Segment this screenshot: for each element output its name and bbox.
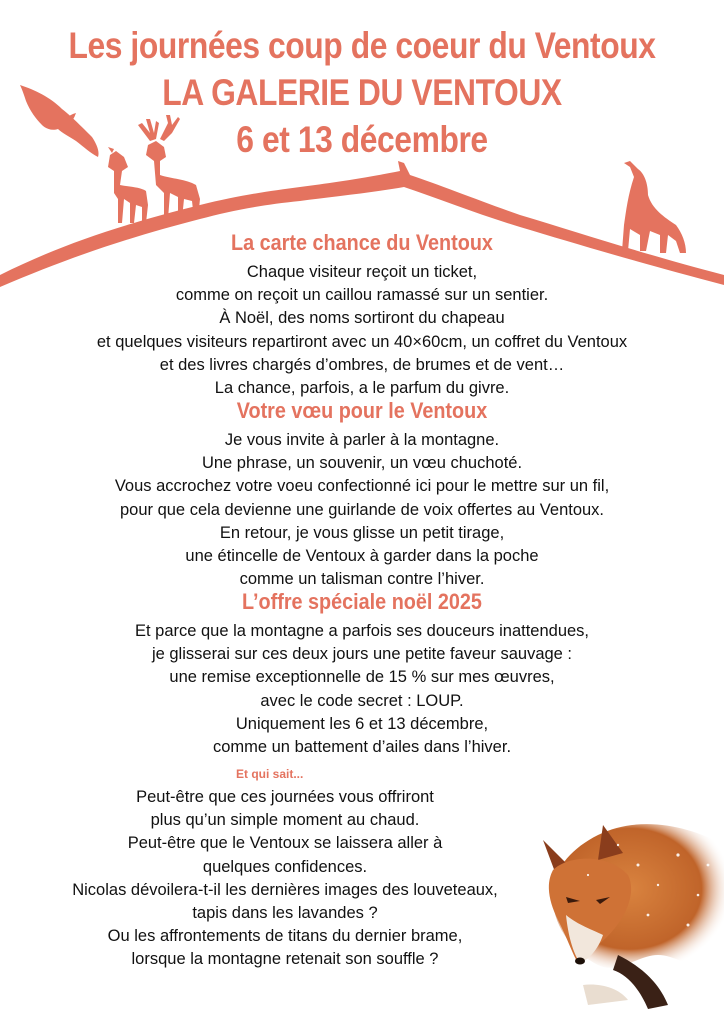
- text-line: Une phrase, un souvenir, un vœu chuchoté.: [201, 454, 523, 473]
- text-line: et quelques visiteurs repartiront avec un 40×60cm, un coffret du Ventoux: [96, 332, 628, 351]
- closing-title: Et qui sait...: [236, 767, 304, 781]
- text-line: Peut-être que ces journées vous offriront: [136, 788, 434, 806]
- text-line: et des livres chargés d’ombres, de brumes et de vent…: [159, 355, 565, 374]
- text-line: plus qu’un simple moment au chaud.: [150, 811, 420, 830]
- text-line: une étincelle de Ventoux à garder dans la poche: [185, 547, 539, 566]
- text-line: Vous accrochez votre voeu confectionné ici pour le mettre sur un fil,: [114, 477, 610, 496]
- text-line: Et parce que la montagne a parfois ses douceurs inattendues,: [134, 622, 590, 640]
- text-line: une remise exceptionnelle de 15 % sur mes œuvres,: [169, 668, 555, 687]
- text-line: tapis dans les lavandes ?: [192, 904, 378, 923]
- text-line: Je vous invite à parler à la montagne.: [224, 431, 500, 449]
- text-line: La chance, parfois, a le parfum du givre.: [214, 379, 510, 398]
- section-text-carte-chance: [0, 261, 724, 400]
- closing-text: [40, 786, 530, 972]
- text-line: En retour, je vous glisse un petit tirage,: [219, 523, 505, 542]
- text-line: je glisserai sur ces deux jours une petite faveur sauvage :: [151, 645, 573, 664]
- text-line: comme on reçoit un caillou ramassé sur un sentier.: [175, 286, 549, 305]
- eagle-icon: [20, 85, 99, 157]
- text-line: Uniquement les 6 et 13 décembre,: [235, 714, 489, 733]
- doe-icon: [108, 147, 148, 223]
- title-line-dates: 6 et 13 décembre: [236, 119, 488, 160]
- section-title-carte-chance: La carte chance du Ventoux: [231, 230, 493, 255]
- section-title-voeu: Votre vœu pour le Ventoux: [236, 398, 488, 423]
- text-line: Peut-être que le Ventoux se laissera aller à: [127, 834, 443, 853]
- text-line: lorsque la montagne retenait son souffle ?: [131, 950, 439, 969]
- text-line: Ou les affrontements de titans du dernier brame,: [107, 927, 463, 946]
- text-line: avec le code secret : LOUP.: [260, 691, 464, 710]
- fox-photo: [528, 805, 724, 1011]
- text-line: quelques confidences.: [202, 857, 368, 876]
- text-line: pour que cela devienne une guirlande de voix offertes au Ventoux.: [119, 500, 605, 519]
- text-line: Nicolas dévoilera-t-il les dernières images des louveteaux,: [72, 880, 498, 899]
- text-line: comme un battement d’ailes dans l’hiver.: [212, 738, 512, 757]
- title-line-event: Les journées coup de coeur du Ventoux: [68, 25, 656, 66]
- text-line: Chaque visiteur reçoit un ticket,: [246, 263, 478, 281]
- title-line-gallery: LA GALERIE DU VENTOUX: [162, 72, 562, 113]
- text-line: comme un talisman contre l’hiver.: [239, 570, 485, 589]
- section-text-offre-noel: [0, 620, 724, 759]
- section-title-offre-noel: L’offre spéciale noël 2025: [242, 589, 482, 614]
- section-text-voeu: [0, 429, 724, 591]
- text-line: À Noël, des noms sortiront du chapeau: [219, 309, 505, 328]
